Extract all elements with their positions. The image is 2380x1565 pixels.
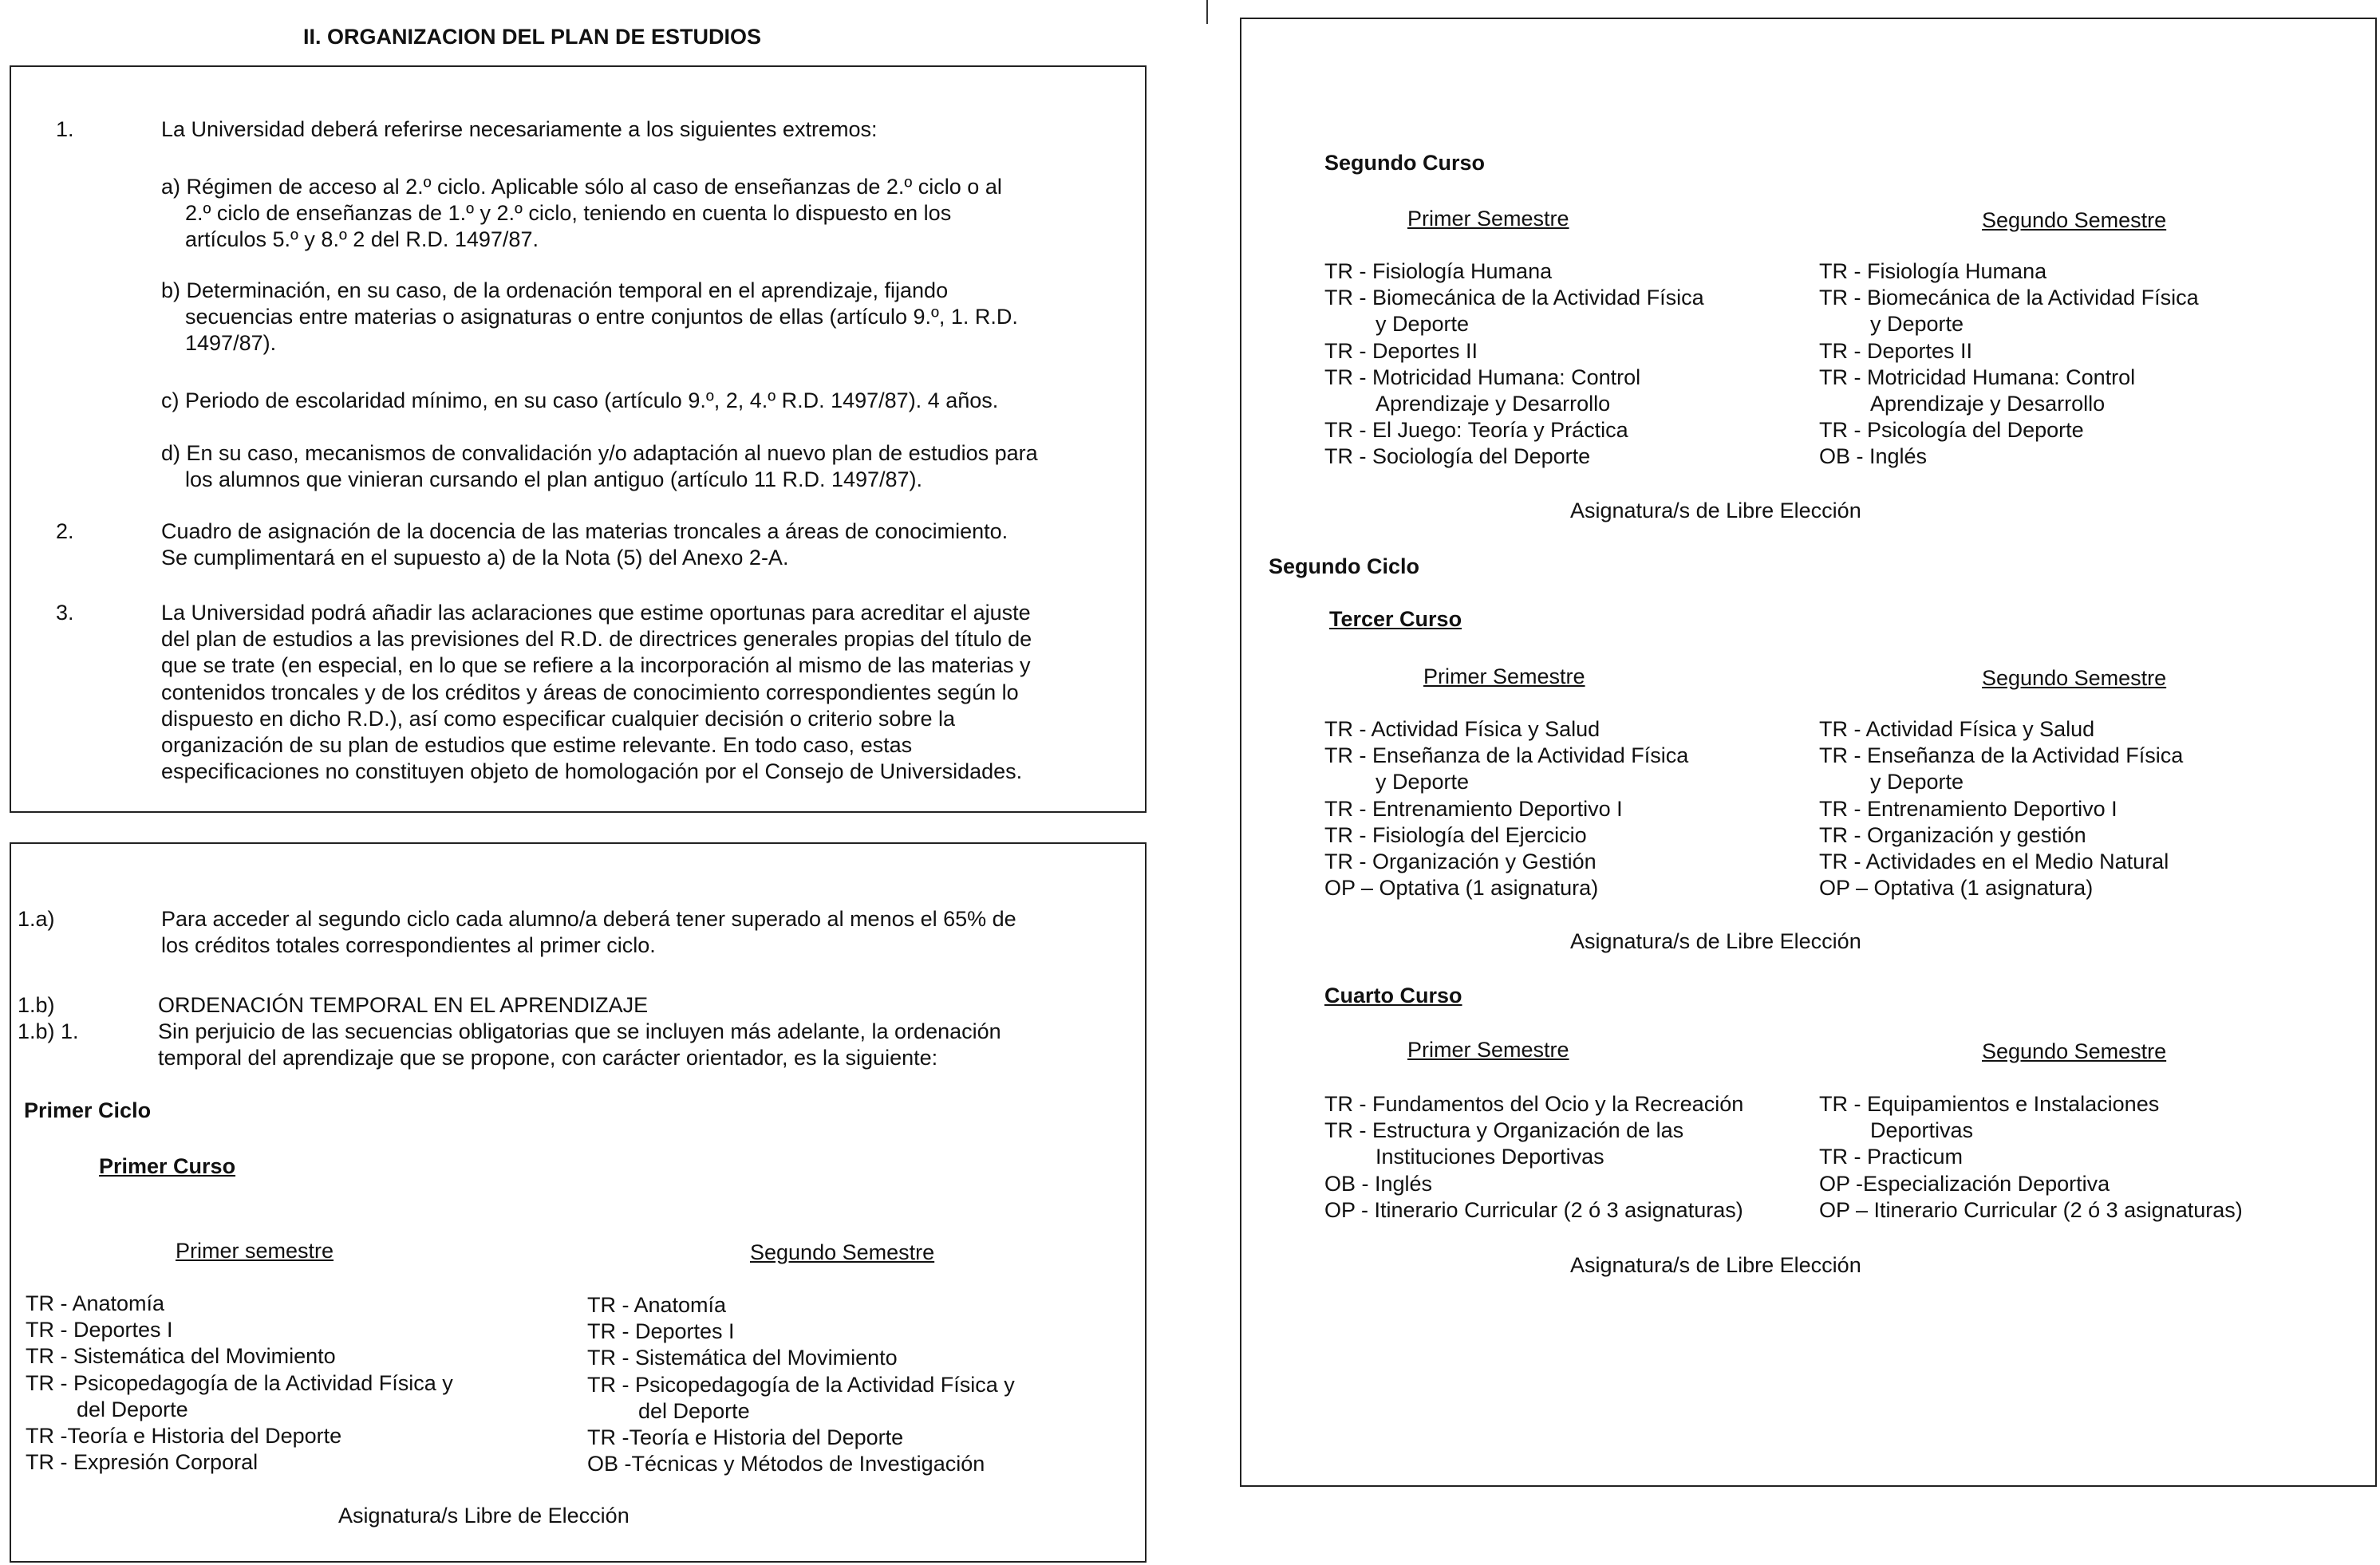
course-item: TR - Psicología del Deporte [1819,418,2084,443]
item-1a-text [161,906,1016,959]
course-item: TR - Deportes I [587,1319,735,1344]
text-line: organización de su plan de estudios que estime relevante. En todo caso, estas [161,733,913,758]
course-item: y Deporte [1870,312,1964,337]
course-item: TR - Fisiología Humana [1324,259,1553,283]
course-item: TR - Motricidad Humana: Control [1324,365,1641,389]
course-item: OP – Itinerario Curricular (2 ó 3 asignaturas) [1819,1197,2243,1222]
course-item: TR - Organización y Gestión [1324,850,1597,874]
subitem-b [161,278,1018,357]
course-item: OB - Inglés [1324,1171,1433,1196]
page-title: II. ORGANIZACION DEL PLAN DE ESTUDIOS [303,25,762,49]
text-line: 1497/87). [185,331,277,356]
segundo-curso-sem1-list [1324,258,1704,471]
item-1a-number: 1.a) [18,907,55,931]
later-courses-box [1240,18,2377,1487]
primer-curso-sem2-list [587,1292,1015,1477]
tc-primer-semestre-heading: Primer Semestre [1423,664,1585,688]
item-1b1-number: 1.b) 1. [18,1019,79,1043]
course-item: OB - Inglés [1819,444,1928,469]
text-line: 2.º ciclo de enseñanzas de 1.º y 2.º ciclo, teniendo en cuenta lo dispuesto en los [185,201,952,226]
primer-ciclo-heading: Primer Ciclo [24,1098,152,1122]
course-item: TR - Estructura y Organización de las [1324,1118,1684,1143]
text-line: artículos 5.º y 8.º 2 del R.D. 1497/87. [185,227,539,252]
course-item: TR - Equipamientos e Instalaciones [1819,1092,2160,1116]
item-1-number: 1. [56,117,74,141]
cuarto-curso-sem2-list [1819,1091,2243,1224]
cuarto-curso-sem1-list [1324,1091,1743,1224]
course-item: OP -Especialización Deportiva [1819,1171,2110,1196]
course-item: TR - Anatomía [587,1293,727,1317]
course-item: TR - Practicum [1819,1145,1964,1169]
tc-libre-eleccion-label: Asignatura/s de Libre Elección [1570,929,1861,953]
text-line: Para acceder al segundo ciclo cada alumno/a deberá tener superado al menos el 65% de [161,907,1016,931]
course-item: TR - Enseñanza de la Actividad Física [1324,743,1689,768]
item-1b1-text [158,1019,1001,1071]
item-1b-text: ORDENACIÓN TEMPORAL EN EL APRENDIZAJE [158,993,649,1017]
text-line: Sin perjuicio de las secuencias obligatorias que se incluyen más adelante, la ordenación [158,1019,1001,1043]
text-line: secuencias entre materias o asignaturas o entre conjuntos de ellas (artículo 9.º, 1. R.D. [185,305,1018,329]
course-item: TR - Sociología del Deporte [1324,444,1591,469]
primer-semestre-heading: Primer semestre [176,1239,334,1263]
course-item: TR - Fisiología del Ejercicio [1324,822,1587,847]
course-item: TR - Psicopedagogía de la Actividad Física y [587,1372,1015,1397]
course-item: del Deporte [77,1397,188,1421]
course-item: TR - Deportes II [1324,338,1478,363]
text-line: los créditos totales correspondientes al primer ciclo. [161,933,656,958]
course-item: TR - Actividad Física y Salud [1324,717,1600,741]
subitem-d [161,440,1038,493]
course-item: y Deporte [1376,770,1470,794]
text-line: del plan de estudios a las previsiones del R.D. de directrices generales propias del título de [161,627,1032,652]
course-item: TR - El Juego: Teoría y Práctica [1324,418,1628,443]
cc-segundo-semestre-heading: Segundo Semestre [1982,1039,2167,1063]
margin-tick-mark [1206,0,1208,24]
sc-primer-semestre-heading: Primer Semestre [1407,207,1569,231]
course-item: TR - Entrenamiento Deportivo I [1324,796,1623,821]
course-item: y Deporte [1870,770,1964,794]
course-item: TR - Motricidad Humana: Control [1819,365,2136,389]
course-item: TR - Actividades en el Medio Natural [1819,850,2169,874]
segundo-curso-heading: Segundo Curso [1324,151,1485,175]
course-item: TR - Sistemática del Movimiento [26,1344,336,1369]
primer-curso-heading: Primer Curso [99,1154,236,1178]
course-item: y Deporte [1376,312,1470,337]
course-item: TR - Psicopedagogía de la Actividad Física y [26,1370,453,1395]
text-line: temporal del aprendizaje que se propone, con carácter orientador, es la siguiente: [158,1046,938,1070]
text-line: los alumnos que vinieran cursando el plan antiguo (artículo 11 R.D. 1497/87). [185,467,923,492]
course-item: TR -Teoría e Historia del Deporte [26,1424,342,1449]
course-item: Instituciones Deportivas [1376,1145,1604,1169]
text-line: a) Régimen de acceso al 2.º ciclo. Aplicable sólo al caso de enseñanzas de 2.º ciclo o al [161,175,1002,199]
segundo-semestre-heading: Segundo Semestre [750,1240,935,1264]
sc-segundo-semestre-heading: Segundo Semestre [1982,208,2167,232]
course-item: Aprendizaje y Desarrollo [1870,392,2106,416]
cuarto-curso-heading: Cuarto Curso [1324,984,1462,1007]
subitem-c [161,388,998,414]
text-line: especificaciones no constituyen objeto de homologación por el Consejo de Universidades. [161,759,1023,784]
text-line: Se cumplimentará en el supuesto a) de la Nota (5) del Anexo 2-A. [161,546,789,570]
text-line: que se trate (en especial, en lo que se refiere a la incorporación al mismo de las materias y [161,653,1031,678]
course-item: TR - Fundamentos del Ocio y la Recreación [1324,1092,1744,1116]
tercer-curso-heading: Tercer Curso [1329,607,1462,631]
course-item: TR - Organización y gestión [1819,822,2086,847]
requirements-box [10,65,1147,813]
course-item: TR - Fisiología Humana [1819,259,2047,283]
course-item: OP – Optativa (1 asignatura) [1819,876,2094,901]
item-1b-number: 1.b) [18,993,55,1017]
text-line: b) Determinación, en su caso, de la ordenación temporal en el aprendizaje, fijando [161,278,949,302]
tercer-curso-sem1-list [1324,716,1688,901]
item-2-number: 2. [56,519,74,543]
subitem-a [161,174,1002,254]
course-item: OB -Técnicas y Métodos de Investigación [587,1452,985,1476]
course-item: TR - Biomecánica de la Actividad Física [1324,286,1704,310]
course-item: Deportivas [1870,1118,1974,1143]
course-item: TR - Sistemática del Movimiento [587,1346,898,1370]
text-line: La Universidad podrá añadir las aclaraciones que estime oportunas para acreditar el ajuste [161,601,1031,625]
item-3-text [161,600,1032,785]
course-item: OP – Optativa (1 asignatura) [1324,876,1599,901]
course-item: del Deporte [638,1398,750,1423]
primer-curso-sem1-list [26,1291,453,1476]
course-item: TR - Deportes II [1819,338,1973,363]
tercer-curso-sem2-list [1819,716,2183,901]
item-2-text [161,518,1008,571]
course-item: TR - Expresión Corporal [26,1450,259,1475]
course-item: TR - Biomecánica de la Actividad Física [1819,286,2199,310]
tc-segundo-semestre-heading: Segundo Semestre [1982,666,2167,690]
cc-primer-semestre-heading: Primer Semestre [1407,1038,1569,1062]
course-item: Aprendizaje y Desarrollo [1376,392,1611,416]
text-line: d) En su caso, mecanismos de convalidación y/o adaptación al nuevo plan de estudios para [161,441,1038,465]
item-1-text: La Universidad deberá referirse necesariamente a los siguientes extremos: [161,117,878,141]
text-line: Cuadro de asignación de la docencia de las materias troncales a áreas de conocimiento. [161,519,1008,543]
libre-eleccion-label: Asignatura/s Libre de Elección [338,1504,630,1528]
text-line: dispuesto en dicho R.D.), así como especificar cualquier decisión o criterio sobre la [161,706,955,731]
course-item: TR - Actividad Física y Salud [1819,717,2095,741]
segundo-ciclo-heading: Segundo Ciclo [1269,554,1419,578]
course-item: TR - Entrenamiento Deportivo I [1819,796,2118,821]
first-cycle-box [10,842,1147,1563]
course-item: TR -Teoría e Historia del Deporte [587,1425,904,1450]
course-item: OP - Itinerario Curricular (2 ó 3 asignaturas) [1324,1197,1743,1222]
course-item: TR - Deportes I [26,1318,173,1342]
course-item: TR - Enseñanza de la Actividad Física [1819,743,2184,768]
text-line: c) Periodo de escolaridad mínimo, en su caso (artículo 9.º, 2, 4.º R.D. 1497/87). 4 años. [161,388,999,412]
sc-libre-eleccion-label: Asignatura/s de Libre Elección [1570,499,1861,522]
cc-libre-eleccion-label: Asignatura/s de Libre Elección [1570,1253,1861,1277]
item-3-number: 3. [56,601,74,625]
segundo-curso-sem2-list [1819,258,2199,471]
text-line: contenidos troncales y de los créditos y áreas de conocimiento correspondientes según lo [161,680,1019,704]
course-item: TR - Anatomía [26,1291,165,1315]
